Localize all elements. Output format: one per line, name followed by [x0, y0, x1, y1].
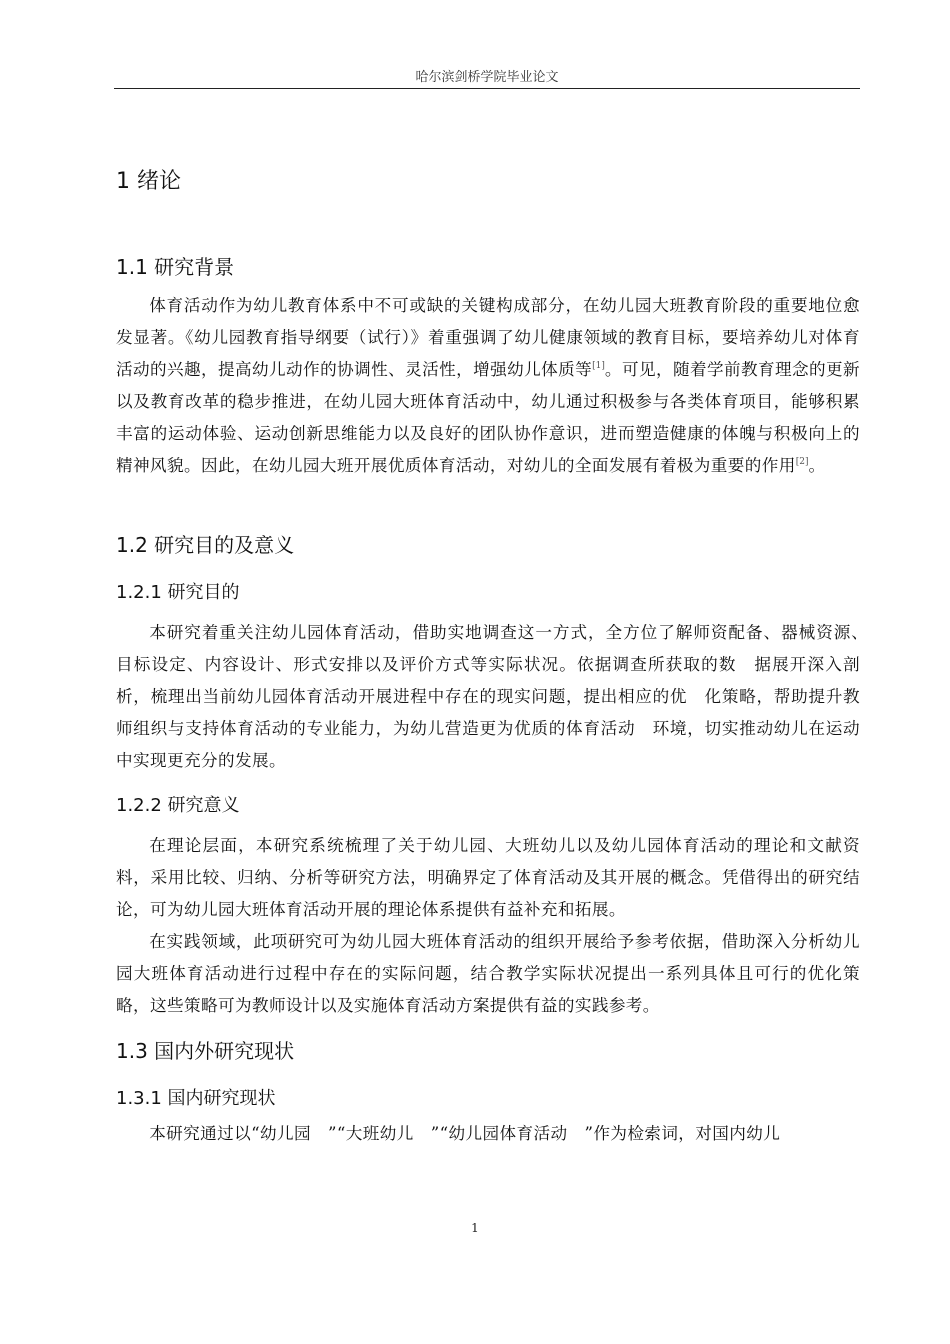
- significance-paragraph-theory: 在理论层面，本研究系统梳理了关于幼儿园、大班幼儿以及幼儿园体育活动的理论和文献资料，采用比较、归纳、分析等研究方法，明确界定了体育活动及其开展的概念。凭借得出的研究结论，可为幼儿园大班体育活动开展的理论体系提供有益补充和拓展。: [116, 836, 860, 919]
- section-title-1-2: 1.2 研究目的及意义: [116, 533, 295, 557]
- background-paragraph: [116, 290, 860, 482]
- citation-1[interactable]: [1]: [592, 361, 605, 371]
- citation-2[interactable]: [2]: [795, 457, 809, 467]
- page-number: 1: [471, 1221, 479, 1235]
- subsection-title-1-3-1: 1.3.1 国内研究现状: [116, 1088, 276, 1109]
- background-text-c: 。: [808, 456, 826, 475]
- running-header: 哈尔滨剑桥学院毕业论文: [415, 70, 559, 85]
- background-text-a: 体育活动作为幼儿教育体系中不可或缺的关键构成部分，在幼儿园大班教育阶段的重要地位愈发显著。《幼儿园教育指导纲要（试行）》着重强调了幼儿健康领域的教育目标，要培养幼儿对体育活动的兴趣，提高幼儿动作的协调性、灵活性，增强幼儿体质等: [116, 296, 860, 379]
- significance-paragraph-practice: 在实践领域，此项研究可为幼儿园大班体育活动的组织开展给予参考依据，借助深入分析幼儿园大班体育活动进行过程中存在的实际问题，结合教学实际状况提出一系列具体且可行的优化策略，这些策略可为教师设计以及实施体育活动方案提供有益的实践参考。: [116, 932, 860, 1015]
- header-rule: [114, 88, 860, 89]
- chapter-title: 1 绪论: [116, 169, 181, 194]
- section-title-1-3: 1.3 国内外研究现状: [116, 1039, 295, 1063]
- section-title-1-1: 1.1 研究背景: [116, 255, 235, 279]
- background-text-b: 。可见，随着学前教育理念的更新以及教育改革的稳步推进，在幼儿园大班体育活动中，幼儿通过积极参与各类体育项目，能够积累丰富的运动体验、运动创新思维能力以及良好的团队协作意识，进而塑造健康的体魄与积极向上的精神风貌。因此，在幼儿园大班开展优质体育活动，对幼儿的全面发展有着极为重要的作用: [116, 360, 861, 475]
- subsection-title-1-2-1: 1.2.1 研究目的: [116, 582, 240, 603]
- domestic-research-paragraph: 本研究通过以“幼儿园 ”“大班幼儿 ”“幼儿园体育活动 ”作为检索词，对国内幼儿: [149, 1124, 781, 1143]
- subsection-title-1-2-2: 1.2.2 研究意义: [116, 795, 240, 816]
- purpose-paragraph: 本研究着重关注幼儿园体育活动，借助实地调查这一方式，全方位了解师资配备、器械资源、 目标设定、内容设计、形式安排以及评价方式等实际状况。依据调查所获取的数 据展开深入剖析，梳理出当前幼儿园体育活动开展进程中存在的现实问题，提出相应的优 化策略，帮助提升教师组织与支持体育活动的专业能力，为幼儿营造更为优质的体育活动 环境，切实推动幼儿在运动中实现更充分的发展。: [116, 623, 877, 770]
